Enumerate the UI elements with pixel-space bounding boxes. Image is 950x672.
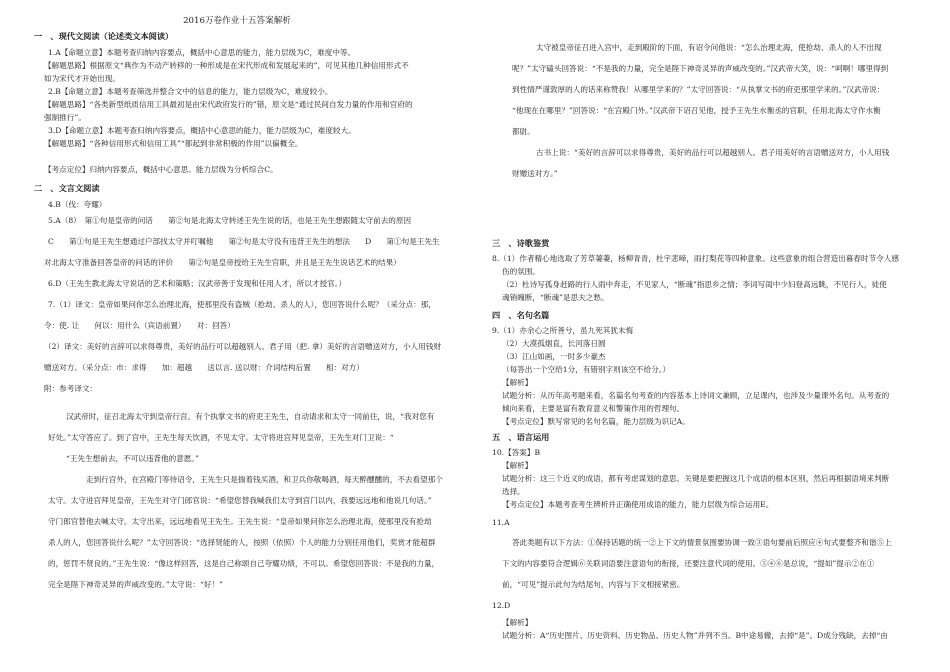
translation-line: 完全是陛下神奇灵异的声威改变的。”太守说：“好！”: [48, 580, 223, 589]
answer-line: 11.A: [492, 518, 510, 527]
translation-line: 到性情严谨敦厚的人的话来称赞我！从哪里学来的？”太守回答说：“从执掌文书的府吏那里学来的。”汉武帝说：: [512, 85, 885, 94]
answer-line: C 第①句是王先生想通过户部找太守并叮嘱他 第②句是太守没有违背王先生的想法 D 第①句是王先生: [48, 237, 440, 246]
section-heading-modern-reading: 一 、现代文阅读（论述类文本阅读）: [34, 31, 174, 41]
answer-line: 【解析】: [502, 618, 533, 627]
answer-line: 3.D【命题立意】本题考查归纳内容要点，概括中心意思的能力，能力层级为C，难度较大。: [48, 126, 356, 135]
answer-line: 答此类题有以下方法：①保持话题的统一②上下文的情景氛围要协调一致③语句要前后照应④句式要整齐和谐⑤上: [512, 538, 892, 547]
answer-line: 6.D（王先生教北海太守说话的艺术和策略；汉武帝善于发现和任用人才，所以才授官。）: [48, 279, 347, 288]
translation-line: 走到行宫外，在宫殿门等待诏令，王先生只是揣着钱买酒，和卫兵你敬喝酒，每天醉醺醺的，不去看望那个: [86, 475, 443, 484]
answer-line: 12.D: [492, 601, 511, 610]
answer-line: 7.（1）译文：皇帝如果问你怎么治理北海，使那里没有盗贼（抢劫、杀人的人），您回答说什么呢？（采分点：那，: [48, 300, 436, 309]
answer-line: 附：参考译文：: [44, 384, 98, 393]
section-heading-language-use: 五 、语言运用: [492, 432, 550, 442]
answer-line: 如为宋代才开始出现。: [44, 74, 120, 83]
translation-line: 好处。”太守答应了。到了宫中，王先生每天饮酒，不见太守。太守将进宫拜见皇帝，王先生对门卫说：“: [48, 433, 394, 442]
section-heading-classical-reading: 二 、文言文阅读: [34, 183, 100, 193]
answer-line: （2）大漠孤烟直，长河落日圆: [502, 339, 606, 348]
answer-line: 【考点定位】默写常见的名句名篇，能力层级为识记A。: [502, 417, 690, 426]
translation-line: “王先生想前去，不可以违背他的意愿。”: [66, 454, 200, 463]
translation-line: 守门郎官替他去喊太守。太守出来，远远地看见王先生。王先生说：“皇帝如果问你怎么治理北海，使那里没有抢劫: [48, 517, 432, 526]
answer-line: 试题分析：从历年高考题来看，名篇名句考查的内容基本上诗词文兼顾，立足课内，也涉及少量课外名句。从考查的: [502, 391, 890, 400]
answer-line: （3）江山如画，一时多少豪杰: [502, 352, 606, 361]
section-heading-famous-lines: 四 、名句名篇: [492, 310, 550, 320]
answer-line: （每答出一个空给1分，有错别字则该空不给分。）: [502, 365, 671, 374]
translation-line: “他现在在哪里？”回答说：“在宫殿门外。”汉武帝下诏召见他，授予王先生水衡丞的官职，任用北海太守作水衡: [512, 106, 881, 115]
translation-line: 的，惩罚不贤良的。”王先生说：“像这样回答，这是自己称颂自己夸耀功绩，不可以。希望您回答说：不是我的力量，: [48, 559, 440, 568]
answer-line: 【解析】: [502, 461, 533, 470]
answer-line: 【解题思路】根据原文“典作为不动产转移的一种形成是在宋代形成和发展起来的”，可见其他几种信用形式不: [44, 61, 409, 70]
answer-line: 赠送对方。（采分点：市：求得 加：超越 送以言. 送以财：介词结构后置 相：对方）: [44, 363, 364, 372]
section-heading-poetry: 三 、诗歌鉴赏: [492, 238, 550, 248]
answer-line: （2）杜诗写孤身赶路的行人雨中奔走，不见家人，“断魂”指思乡之情；李词写闺中少妇登高远眺，不见行人，徒使: [502, 280, 887, 289]
answer-line: 4.B（伐：夸耀）: [48, 200, 107, 209]
translation-line: 杀人的人，您回答说什么呢？”太守回答说：“选择贤能的人，按照（依照）个人的能力分别任用他们，奖赏才能超群: [48, 538, 436, 547]
translation-line: 太守。太守进宫拜见皇帝，王先生对守门郎官说：“希望您替我喊我们太守到宫门以内，我要远远地和他说几句话。”: [48, 496, 432, 505]
answer-line: 倾向来看，主要是富有教育意义和警策作用的哲理句。: [502, 404, 685, 413]
answer-line: 对北海太守准备回答皇帝的问话的评价 第②句是皇帝授给王先生官职，并且是王先生说话艺术的结果）: [44, 258, 401, 267]
answer-line: 令：使. 让 何以：用什么（宾语前置） 对：回答）: [44, 321, 235, 330]
answer-line: 8.（1）作者精心地选取了芳草萋萋，杨柳青青，杜宇悲啼，雨打梨花等四种意象。这些意象的组合营造出暮春时节令人感: [492, 254, 899, 263]
answer-line: 1.A【命题立意】本题考查归纳内容要点，概括中心意思的能力，能力层级为C，难度中等。: [48, 48, 356, 57]
translation-line: 太守被皇帝征召进入宫中，走到殿阶的下面，有诏令问他说：“怎么治理北海，使抢劫、杀人的人不出现: [536, 43, 882, 52]
answer-line: 试题分析：A“历史图片、历史资料、历史物品、历史人物”并列不当。B中途易辙，去掉“是”。D成分残缺，去掉“由: [502, 631, 888, 640]
answer-line: 【解题思路】“各种信用形式和信用工具”“都起到非常积极的作用”以偏概全。: [44, 139, 303, 148]
translation-line: 古书上说：“美好的言辞可以求得尊贵，美好的品行可以超越别人。君子用美好的言语赠送对方，小人用钱: [536, 148, 890, 157]
translation-line: 呢？”太守磕头回答说：“不是我的力量，完全是陛下神奇灵异的声威改变的。”汉武帝大笑，说：“呵啊！哪里得到: [512, 64, 889, 73]
answer-line: 【考点定位】本题考查考生辨析并正确使用成语的能力，能力层级为综合运用E。: [502, 500, 774, 509]
translation-line: 都尉。: [512, 127, 535, 136]
translation-line: 财赠送对方。”: [512, 169, 558, 178]
answer-line: （2）译文：美好的言辞可以求得尊贵，美好的品行可以超越别人。君子用（把. 拿）美好的言语赠送对方，小人用钱财: [44, 342, 441, 351]
answer-line: 魂销魄断，“断魂”是思夫之愁。: [502, 293, 609, 302]
answer-line: 前，“可见”提示此句为结尾句，内容与下文相接紧密。: [502, 580, 685, 589]
answer-line: 【解题思路】“各类新型纸质信用工具最初是由宋代政府发行的”错，原文是“通过民间自发力量的作用和官府的: [44, 100, 413, 109]
answer-line: 5.A（8） 第①句是皇帝的问话 第②句是北海太守转述王先生说的话，也是王先生想跟随太守前去的原因: [48, 216, 412, 225]
answer-line: 2.B【命题立意】本题考查筛选并整合文中的信息的能力，能力层级为C，难度较小。: [48, 87, 333, 96]
answer-line: 9.（1）亦余心之所善兮，虽九死其犹未悔: [492, 326, 634, 335]
answer-line: 选择。: [502, 487, 525, 496]
answer-line: 【解析】: [502, 378, 533, 387]
answer-line: 下文的内容要符合逻辑⑥关联词语要注意语句的衔接，还要注意代词的使用。⑤④⑥是总说，“提如”提示②在①: [502, 559, 875, 568]
answer-line: 伤的氛围。: [502, 267, 540, 276]
answer-line: 10.【答案】B: [492, 448, 541, 457]
page-title: 2016万卷作业十五答案解析: [183, 16, 291, 26]
answer-line: 【考点定位】归纳内容要点，概括中心意思。能力层级为分析综合C。: [44, 165, 278, 174]
translation-line: 汉武帝时，征召北海太守到皇帝行宫。有个执掌文书的府吏王先生，自动请求和太守一同前往，说，“我对您有: [66, 412, 435, 421]
answer-line: 试题分析：这三个近义的成语，都有考虑谋划的意思。关键是要把握这几个成语的根本区别，然后再根据语境来判断: [502, 474, 890, 483]
answer-line: 强制推行”。: [44, 113, 86, 122]
